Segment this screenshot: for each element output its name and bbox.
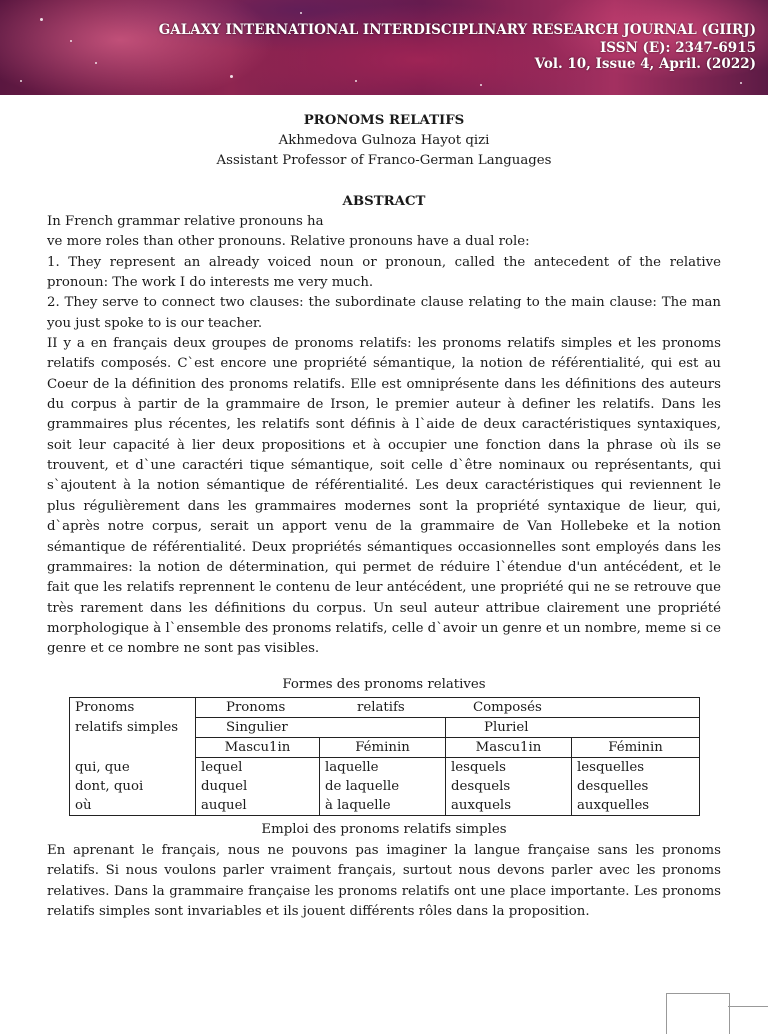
table-caption: Formes des pronoms relatives bbox=[282, 677, 486, 692]
table-cell: auxquels bbox=[446, 796, 572, 816]
table-cell: desquels bbox=[446, 777, 572, 796]
table-head-feminin: Féminin bbox=[320, 738, 446, 758]
banner-star bbox=[740, 82, 742, 84]
journal-name: GALAXY INTERNATIONAL INTERDISCIPLINARY RESEARCH JOURNAL (GIIRJ) bbox=[158, 22, 756, 38]
abstract-line: ve more roles than other pronouns. Relative pronouns have a dual role: bbox=[47, 234, 530, 250]
pronoms-table bbox=[69, 697, 700, 816]
table-head-simple-2: relatifs simples bbox=[70, 718, 196, 738]
table-head-composes bbox=[196, 698, 700, 718]
table-head-pluriel: Pluriel bbox=[446, 718, 700, 738]
banner-star bbox=[480, 84, 482, 86]
table-cell: auxquelles bbox=[572, 796, 700, 816]
abstract-point-1: 1. They represent an already voiced noun or pronoun, called the antecedent of the relative pronoun: The work I do interests me very much. bbox=[47, 254, 721, 291]
banner-star bbox=[230, 75, 233, 78]
table-cell: laquelle bbox=[320, 758, 446, 778]
table-cell: lequel bbox=[196, 758, 320, 778]
footer-rule bbox=[728, 1006, 768, 1007]
abstract-heading: ABSTRACT bbox=[342, 194, 426, 209]
table-cell: duquel bbox=[196, 777, 320, 796]
head-word: Pronoms bbox=[226, 700, 286, 715]
table-row bbox=[70, 718, 700, 738]
section-paragraph: En aprenant le français, nous ne pouvons pas imaginer la langue française sans les pronoms relatifs. Si nous voulons parler vraiment français, surtout nous devons parler avec les pronoms relatives. Dans la grammaire française les pronoms relatifs ont une place importante. Les pronoms relatifs simples sont invariables et ils jouent différents rôles dans la proposition. bbox=[47, 843, 721, 920]
abstract-paragraph: II y a en français deux groupes de pronoms relatifs: les pronoms relatifs simples et les pronoms relatifs composés. C`est encore une propriété sémantique, la notion de référentialité, qui est au Coeur de la définition des pronoms relatifs. Elle est omniprésente dans les définitions des auteurs du corpus à partir de la grammaire de Irson, le premier auteur à definer les relatifs. Dans les grammaires plus récentes, les relatifs sont définis à l`aide de deux caractéristiques syntaxiques, soit leur capacité à lier deux propositions et à occupier une fonction dans la phrase où ils se trouvent, et d`une caractéri tique sémantique, soit celle d`être nominaux ou représentants, qui s`ajoutent à la notion sémantique de référentialité. Les deux caractéristiques qui reviennent le plus régulièrement dans les grammaires modernes sont la propriété syntaxique de lieur, qui, d`après notre corpus, serait un apport venu de la grammaire de Van Hollebeke et la notion sémantique de référentialité. Deux propriétés sémantiques occasionnelles sont employés dans les grammaires: la notion de détermination, qui permet de réduire l`étendue d'un antécédent, et le fait que les relatifs reprennent le contenu de leur antécédent, une propriété qui ne se retrouve que très rarement dans les définitions du corpus. Un seul auteur attribue clairement une propriété morphologique à l`ensemble des pronoms relatifs, celle d`avoir un genre et un nombre, meme si ce genre et ce nombre ne sont pas visibles. bbox=[47, 336, 721, 657]
table-cell: lesquels bbox=[446, 758, 572, 778]
table-cell: qui, que bbox=[70, 758, 196, 778]
banner-star bbox=[70, 40, 72, 42]
abstract-point-2: 2. They serve to connect two clauses: the subordinate clause relating to the main clause: The man you just spoke to is our teacher. bbox=[47, 295, 721, 331]
paper-title: PRONOMS RELATIFS bbox=[303, 113, 465, 128]
table-row bbox=[70, 777, 700, 796]
section-body bbox=[47, 841, 721, 922]
section-heading: Emploi des pronoms relatifs simples bbox=[261, 822, 507, 837]
banner-star bbox=[20, 80, 22, 82]
table-head-masculin: Mascu1in bbox=[446, 738, 572, 758]
table-row bbox=[70, 738, 700, 758]
table-cell: de laquelle bbox=[320, 777, 446, 796]
table-cell: auquel bbox=[196, 796, 320, 816]
journal-issn: ISSN (E): 2347-6915 bbox=[599, 40, 756, 56]
banner-star bbox=[300, 12, 302, 14]
head-word: relatifs bbox=[357, 700, 405, 715]
table-head-simple: Pronoms bbox=[70, 698, 196, 718]
table-cell: où bbox=[70, 796, 196, 816]
table-cell: dont, quoi bbox=[70, 777, 196, 796]
abstract-body bbox=[47, 212, 721, 660]
table-row bbox=[70, 698, 700, 718]
abstract-line: In French grammar relative pronouns ha bbox=[47, 214, 324, 229]
table-head-singulier: Singulier bbox=[196, 718, 446, 738]
head-word: Composés bbox=[473, 700, 542, 715]
table-row bbox=[70, 796, 700, 816]
banner-star bbox=[355, 80, 357, 82]
table-row bbox=[70, 758, 700, 778]
table-cell: desquelles bbox=[572, 777, 700, 796]
journal-banner bbox=[0, 0, 768, 95]
journal-volume: Vol. 10, Issue 4, April. (2022) bbox=[534, 56, 756, 72]
table-head-feminin: Féminin bbox=[572, 738, 700, 758]
author-name: Akhmedova Gulnoza Hayot qizi bbox=[278, 133, 490, 148]
author-affiliation: Assistant Professor of Franco-German Languages bbox=[216, 153, 552, 168]
banner-star bbox=[95, 62, 97, 64]
table-cell-empty bbox=[70, 738, 196, 758]
banner-star bbox=[40, 18, 43, 21]
page-number-box bbox=[666, 993, 730, 1034]
table-cell: lesquelles bbox=[572, 758, 700, 778]
table-cell: à laquelle bbox=[320, 796, 446, 816]
table-head-masculin: Mascu1in bbox=[196, 738, 320, 758]
